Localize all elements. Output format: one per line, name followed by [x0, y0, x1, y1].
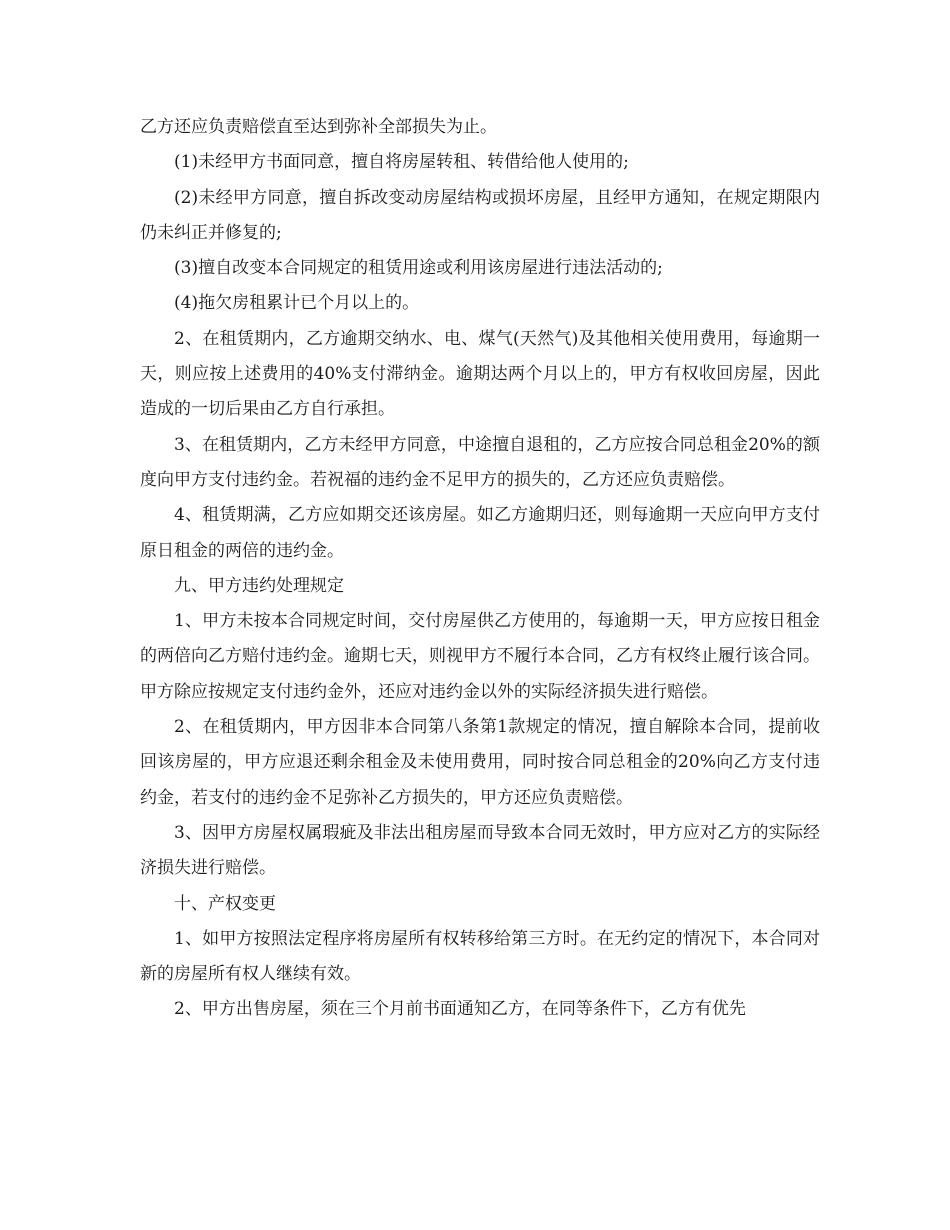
article-8-item-2: 2、在租赁期内，乙方逾期交纳水、电、煤气(天然气)及其他相关使用费用，每逾期一天，则应按上述费用的40%支付滞纳金。逾期达两个月以上的，甲方有权收回房屋，因此造成的一切后果由乙方自行承担。 — [140, 328, 820, 420]
article-10-item-1: 1、如甲方按照法定程序将房屋所有权转移给第三方时。在无约定的情况下，本合同对新的房屋所有权人继续有效。 — [140, 928, 820, 985]
article-9-item-2: 2、在租赁期内，甲方因非本合同第八条第1款规定的情况，擅自解除本合同，提前收回该房屋的，甲方应退还剩余租金及未使用费用，同时按合同总租金的20%向乙方支付违约金，若支付的违约金不足弥补乙方损失的，甲方还应负责赔偿。 — [140, 717, 820, 808]
section-heading-10: 十、产权变更 — [174, 893, 276, 914]
article-10-item-2: 2、甲方出售房屋，须在三个月前书面通知乙方，在同等条件下，乙方有优先 — [174, 999, 746, 1020]
section-heading-9: 九、甲方违约处理规定 — [174, 575, 344, 596]
paragraph-1: 乙方还应负责赔偿直至达到弥补全部损失为止。 — [140, 117, 497, 137]
article-9-item-3: 3、因甲方房屋权属瑕疵及非法出租房屋而导致本合同无效时，甲方应对乙方的实际经济损失进行赔偿。 — [140, 822, 820, 879]
clause-3: (3)擅自改变本合同规定的租赁用途或利用该房屋进行违法活动的; — [174, 258, 663, 279]
document-body — [140, 110, 820, 1028]
clause-1: (1)未经甲方书面同意，擅自将房屋转租、转借给他人使用的; — [174, 152, 629, 173]
clause-2: (2)未经甲方同意，擅自拆改变动房屋结构或损坏房屋，且经甲方通知，在规定期限内仍未纠正并修复的; — [140, 187, 820, 243]
clause-4: (4)拖欠房租累计已个月以上的。 — [174, 293, 420, 314]
article-8-item-4: 4、租赁期满，乙方应如期交还该房屋。如乙方逾期归还，则每逾期一天应向甲方支付原日租金的两倍的违约金。 — [140, 505, 820, 561]
article-8-item-3: 3、在租赁期内，乙方未经甲方同意，中途擅自退租的，乙方应按合同总租金20%的额度向甲方支付违约金。若祝福的违约金不足甲方的损失的，乙方还应负责赔偿。 — [140, 434, 820, 490]
article-9-item-1: 1、甲方未按本合同规定时间，交付房屋供乙方使用的，每逾期一天，甲方应按日租金的两倍向乙方赔付违约金。逾期七天，则视甲方不履行本合同，乙方有权终止履行该合同。甲方除应按规定支付违约金外，还应对违约金以外的实际经济损失进行赔偿。 — [140, 611, 820, 702]
